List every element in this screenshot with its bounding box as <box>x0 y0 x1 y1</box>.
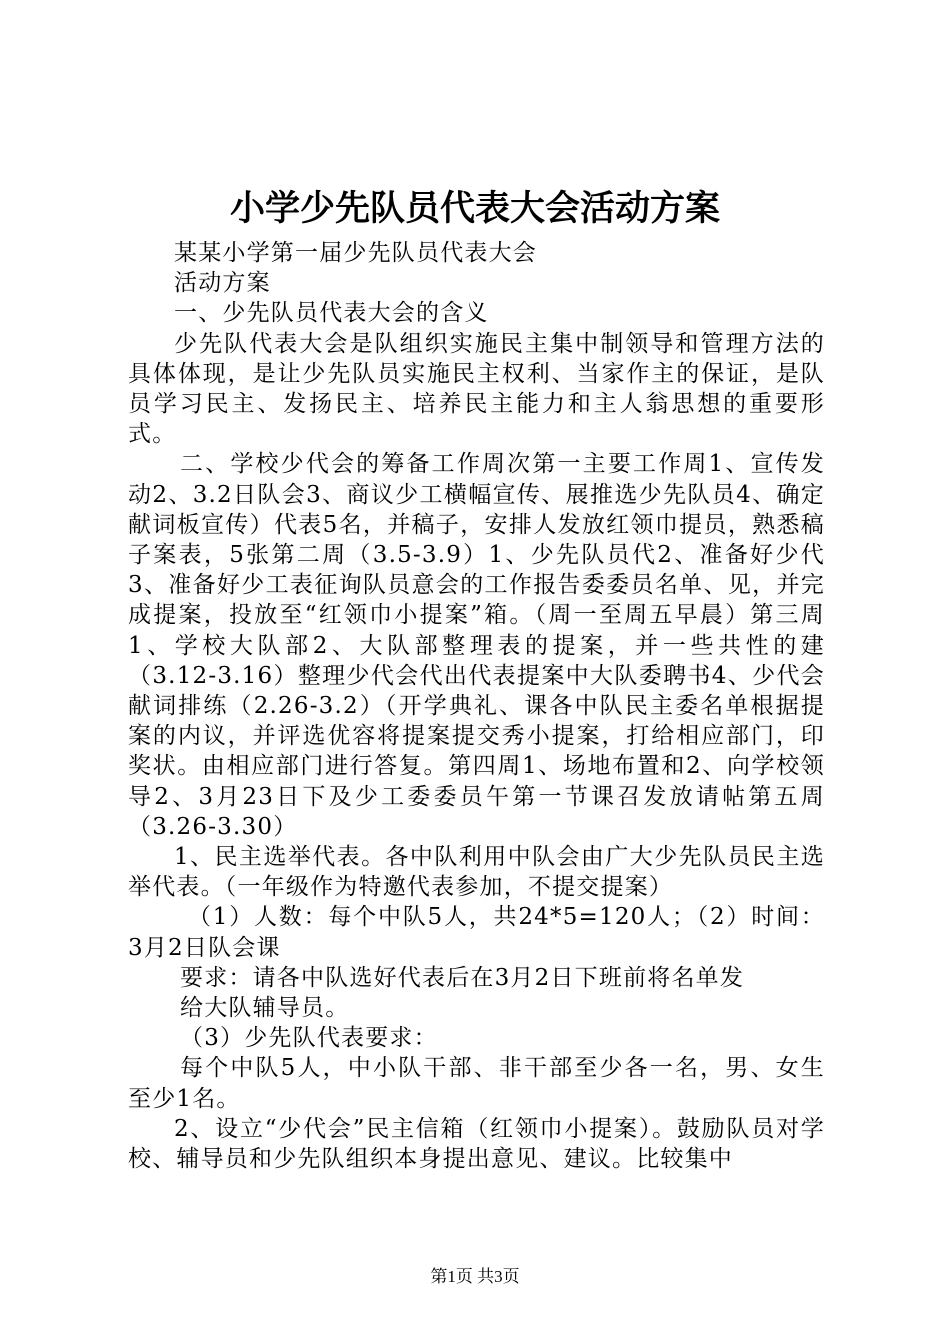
paragraph: 一、少先队员代表大会的含义 <box>174 300 489 327</box>
paragraph: 给大队辅导员。 <box>180 995 350 1022</box>
paragraph: 要求：请各中队选好代表后在3月2日下班前将名单发 <box>180 964 745 991</box>
paragraph: 某某小学第一届少先队员代表大会 <box>174 240 537 266</box>
page-title: 小学少先队员代表大会活动方案 <box>229 188 720 229</box>
document-body <box>128 238 825 1174</box>
paragraph: 二、学校少代会的筹备工作周次第一主要工作周1、宣传发动2、3.2日队会3、商议少工横幅宣传、展推选少先队员4、确定献词板宣传）代表5名，并稿子，安排人发放红领巾提员，熟悉稿子案表，5张第二周（3.5-3.9）1、少先队员代2、准备好少代3、准备好少工表征询队员意会的工作报告委委员名单、见，并完成提案，投放至“红领巾小提案”箱。（周一至周五早晨）第三周1、学校大队部2、大队部整理表的提案，并一些共性的建（3.12-3.16）整理少代会代出代表提案中大队委聘书4、少代会献词排练（2.26-3.2）（开学典礼、课各中队民主委名单根据提案的内议，并评选优容将提案提交秀小提案，打给相应部门，印奖状。由相应部门进行答复。第四周1、场地布置和2、向学校领导2、3月23日下及少工委委员午第一节课召发放请帖第五周（3.26-3.30） <box>128 451 825 840</box>
paragraph: 2、设立“少代会”民主信箱（红领巾小提案）。鼓励队员对学校、辅导员和少先队组织本身提出意见、建议。比较集中 <box>128 1115 825 1173</box>
paragraph: （1）人数：每个中队5人，共24*5=120人；（2）时间：3月2日队会课 <box>128 904 825 961</box>
page-footer: 第1页 共3页 <box>430 1267 520 1286</box>
paragraph: 少先队代表大会是队组织实施民主集中制领导和管理方法的具体体现，是让少先队员实施民主权利、当家作主的保证，是队员学习民主、发扬民主、培养民主能力和主人翁思想的重要形式。 <box>128 330 825 448</box>
paragraph: 活动方案 <box>174 270 271 297</box>
paragraph: （3）少先队代表要求： <box>180 1025 438 1052</box>
paragraph: 1、民主选举代表。各中队利用中队会由广大少先队员民主选举代表。（一年级作为特邀代表参加，不提交提案） <box>128 844 825 901</box>
paragraph: 每个中队5人，中小队干部、非干部至少各一名，男、女生至少1名。 <box>128 1055 825 1112</box>
